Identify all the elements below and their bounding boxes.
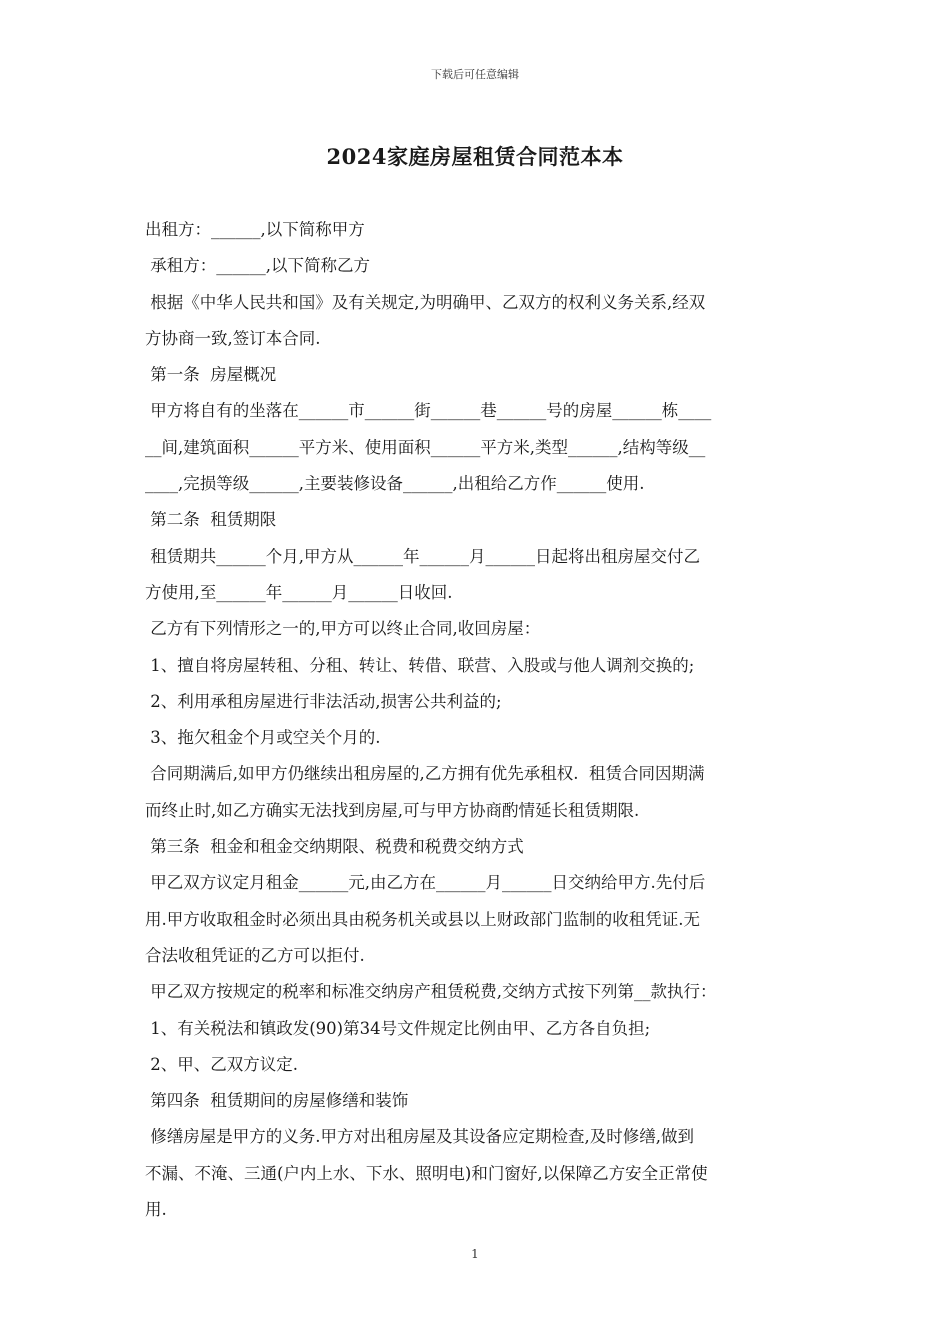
text-line: 而终止时,如乙方确实无法找到房屋,可与甲方协商酌情延长租赁期限. [145,800,640,820]
text-line: 根据《中华人民共和国》及有关规定,为明确甲、乙双方的权利义务关系,经双 [145,292,706,312]
text-line: 合同期满后,如甲方仍继续出租房屋的,乙方拥有优先承租权. 租赁合同因期满 [145,764,705,784]
page-number: 1 [471,1247,479,1261]
document-title: 2024家庭房屋租赁合同范本本 [326,144,624,169]
text-line: 甲乙双方按规定的税率和标准交纳房产租赁税费,交纳方式按下列第__款执行： [145,982,717,1002]
text-line: 甲方将自有的坐落在______市______街______巷______号的房屋______栋____ [145,401,712,421]
section-heading: 第三条 租金和租金交纳期限、税费和税费交纳方式 [145,837,524,857]
text-line: 承租方：______,以下简称乙方 [145,256,370,276]
list-item: 1、有关税法和镇政发(90)第34号文件规定比例由甲、乙方各自负担; [145,1018,651,1038]
section-heading: 第二条 租赁期限 [145,510,277,530]
section-heading: 第一条 房屋概况 [145,365,277,385]
text-line: 出租方：______,以下简称甲方 [145,220,365,239]
text-line: 不漏、不淹、三通(户内上水、下水、照明电)和门窗好,以保障乙方安全正常使 [145,1163,708,1183]
text-line: 方协商一致,签订本合同. [145,328,321,348]
list-item: 2、利用承租房屋进行非法活动,损害公共利益的; [145,691,502,711]
section-heading: 第四条 租赁期间的房屋修缮和装饰 [145,1091,409,1111]
text-line: 乙方有下列情形之一的,甲方可以终止合同,收回房屋： [145,619,541,639]
list-item: 2、甲、乙双方议定. [145,1054,298,1074]
text-line: 用. [145,1200,167,1220]
text-line: 甲乙双方议定月租金______元,由乙方在______月______日交纳给甲方.先付后 [145,873,706,893]
page-header: 下载后可任意编辑 [431,68,519,81]
text-line: 合法收租凭证的乙方可以拒付. [145,945,365,965]
text-line: 用.甲方收取租金时必须出具由税务机关或县以上财政部门监制的收租凭证.无 [145,909,700,929]
contract-body [145,212,810,1228]
text-line: 租赁期共______个月,甲方从______年______月______日起将出租房屋交付乙 [145,546,700,566]
text-line: __间,建筑面积______平方米、使用面积______平方米,类型______,结构等级__ [145,437,706,457]
text-line: 修缮房屋是甲方的义务.甲方对出租房屋及其设备应定期检查,及时修缮,做到 [145,1127,694,1147]
text-line: ____,完损等级______,主要装修设备______,出租给乙方作______使用. [145,474,645,494]
text-line: 方使用,至______年______月______日收回. [145,582,453,602]
list-item: 3、拖欠租金个月或空关个月的. [145,728,381,748]
list-item: 1、擅自将房屋转租、分租、转让、转借、联营、入股或与他人调剂交换的; [145,655,695,675]
